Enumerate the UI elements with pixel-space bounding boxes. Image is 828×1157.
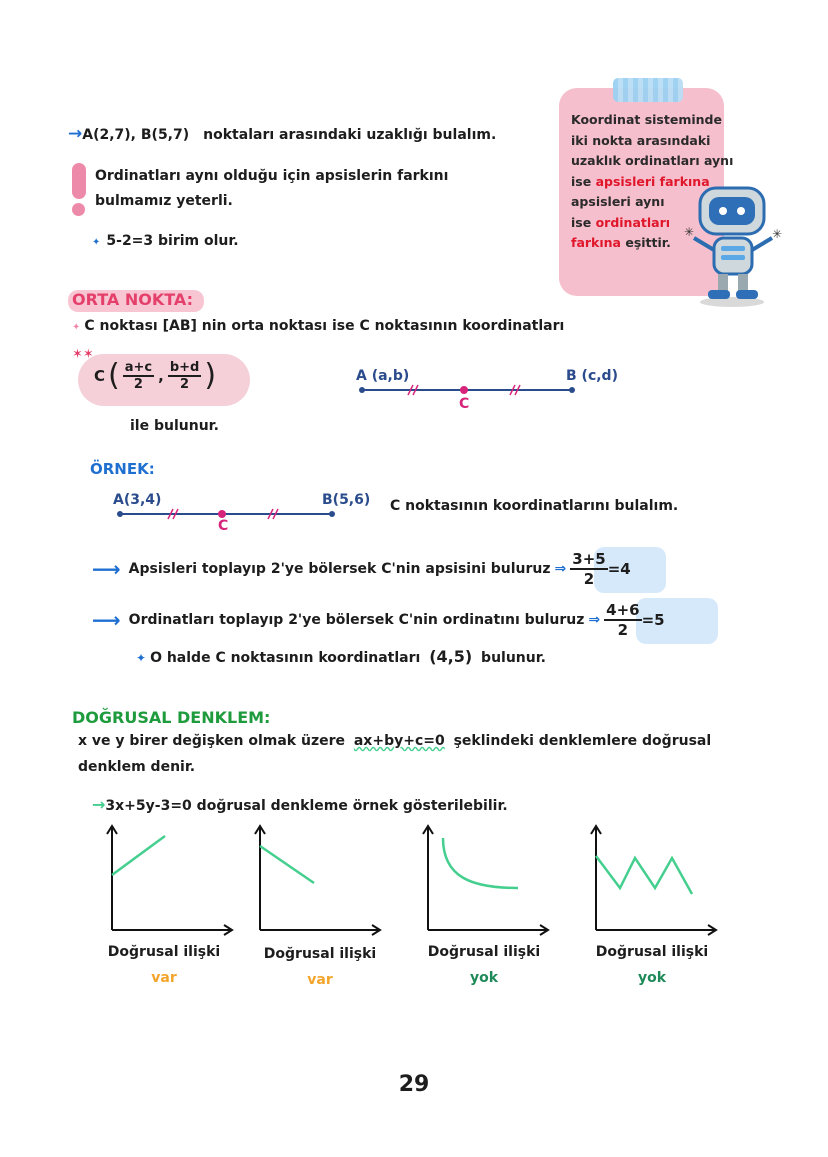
example-task: C noktasının koordinatlarını bulalım. <box>390 498 679 514</box>
point-c <box>218 510 226 518</box>
point-a <box>117 511 123 517</box>
arrow-right-icon: → <box>92 795 106 814</box>
distance-note-line1: Ordinatları aynı olduğu için apsislerin farkını <box>95 168 449 184</box>
svg-text:✳: ✳ <box>772 227 783 241</box>
example-label-c: C <box>218 518 229 534</box>
sparkle-icon: ✦ <box>92 237 101 248</box>
graph-curve <box>443 838 518 888</box>
info-card-line: iki nokta arasındaki <box>571 132 711 148</box>
conclusion-text: O halde C noktasının koordinatları <box>150 650 421 666</box>
point-a <box>359 387 365 393</box>
diagram-label-b: B (c,d) <box>566 368 618 384</box>
formula-fraction-y <box>168 360 202 392</box>
definition-text: x ve y birer değişken olmak üzere <box>78 733 345 749</box>
midpoint-title: ORTA NOKTA: <box>72 290 193 309</box>
conclusion-value: (4,5) <box>429 647 473 666</box>
sparkle-icon: ✦ <box>136 651 147 665</box>
graph-4-caption: Doğrusal ilişki <box>595 944 709 960</box>
info-card-line: apsisleri aynı <box>571 194 665 209</box>
example-label-a: A(3,4) <box>113 492 162 508</box>
definition-equation: ax+by+c=0 <box>353 733 445 749</box>
step1-result: =4 <box>607 560 631 578</box>
info-card-highlight: apsisleri farkına <box>595 173 710 189</box>
diagram-label-c: C <box>459 396 470 412</box>
step2-fraction <box>604 601 641 639</box>
stars-icon: ✶✶ <box>72 347 94 362</box>
diagram-label-a: A (a,b) <box>356 368 410 384</box>
linear-definition-line2: denklem denir. <box>78 759 196 775</box>
graph-line <box>260 846 314 883</box>
page-number: 29 <box>398 1072 430 1097</box>
graph-4-status: yok <box>637 970 667 986</box>
info-card-line: uzaklık ordinatları aynı <box>571 153 734 168</box>
graph-3 <box>416 822 566 937</box>
graph-2-caption: Doğrusal ilişki <box>263 946 377 962</box>
linear-title: DOĞRUSAL DENKLEM: <box>72 708 271 727</box>
implies-icon: ⇒ <box>554 561 567 577</box>
exclamation-icon <box>70 163 88 217</box>
fraction-numerator: 4+6 <box>606 601 640 619</box>
graph-3-caption: Doğrusal ilişki <box>427 944 541 960</box>
example-step1 <box>92 550 631 588</box>
linear-example-text: 3x+5y-3=0 doğrusal denkleme örnek gösterilebilir. <box>105 798 508 814</box>
example-label-b: B(5,6) <box>322 492 371 508</box>
midpoint-formula <box>94 358 216 393</box>
arrow-right-icon: → <box>68 124 83 144</box>
point-b <box>329 511 335 517</box>
graph-2-status: var <box>307 972 333 988</box>
linear-example <box>92 795 508 814</box>
info-card-text-part: ise <box>571 173 596 189</box>
distance-points: A(2,7), B(5,7) <box>82 127 190 143</box>
fraction-numerator: a+c <box>124 359 153 375</box>
definition-text: şeklindeki denklemlere doğrusal <box>453 733 712 749</box>
info-card-text-part: ise <box>571 214 596 230</box>
formula-paren-open: ( <box>108 358 120 393</box>
arrow-right-icon: ⟶ <box>92 608 121 632</box>
fraction-denominator: 2 <box>583 570 595 588</box>
graph-2 <box>248 822 398 937</box>
formula-fraction-x <box>123 360 154 392</box>
robot-icon <box>680 180 790 310</box>
implies-icon: ⇒ <box>588 612 601 628</box>
point-c <box>460 386 468 394</box>
distance-result-text: 5-2=3 birim olur. <box>106 233 239 249</box>
fraction-denominator: 2 <box>617 621 629 639</box>
formula-paren-close: ) <box>204 358 217 393</box>
distance-heading <box>68 124 496 144</box>
formula-comma: , <box>158 366 164 385</box>
tape-decoration <box>613 78 683 102</box>
example-conclusion <box>136 647 546 666</box>
arrow-right-icon: ⟶ <box>92 557 121 581</box>
graph-1-caption: Doğrusal ilişki <box>107 944 221 960</box>
example-title: ÖRNEK: <box>90 460 155 478</box>
step2-text: Ordinatları toplayıp 2'ye bölersek C'nin ordinatını buluruz <box>128 612 585 628</box>
info-card-line: Koordinat sisteminde <box>571 112 722 127</box>
info-card-text-part: eşittir. <box>620 235 671 250</box>
midpoint-description <box>72 318 564 334</box>
point-b <box>569 387 575 393</box>
distance-result <box>92 233 239 249</box>
graph-1-status: var <box>151 970 177 986</box>
step1-text: Apsisleri toplayıp 2'ye bölersek C'nin apsisini buluruz <box>128 561 551 577</box>
step1-fraction <box>570 550 607 588</box>
distance-note-line2: bulmamız yeterli. <box>95 193 233 209</box>
example-step2 <box>92 601 665 639</box>
svg-text:✳: ✳ <box>684 225 695 239</box>
sparkle-icon: ✦ <box>72 322 81 333</box>
graph-4 <box>584 822 734 937</box>
midpoint-after-formula: ile bulunur. <box>130 418 219 434</box>
fraction-numerator: b+d <box>169 359 200 375</box>
fraction-numerator: 3+5 <box>572 550 606 568</box>
info-card-highlight: ordinatları <box>595 214 671 230</box>
conclusion-post: bulunur. <box>481 650 546 666</box>
graph-line <box>112 836 165 875</box>
step2-result: =5 <box>641 611 665 629</box>
graph-3-status: yok <box>469 970 499 986</box>
formula-c: C <box>94 366 106 385</box>
linear-definition-line1 <box>78 733 711 749</box>
fraction-denominator: 2 <box>180 376 190 392</box>
graph-1 <box>100 822 250 937</box>
midpoint-description-text: C noktası [AB] nin orta noktası ise C noktasının koordinatları <box>84 318 565 334</box>
distance-title-text: noktaları arasındaki uzaklığı bulalım. <box>203 127 497 143</box>
fraction-denominator: 2 <box>133 376 143 392</box>
info-card-highlight: farkına <box>571 235 621 250</box>
graph-zigzag <box>596 856 692 894</box>
